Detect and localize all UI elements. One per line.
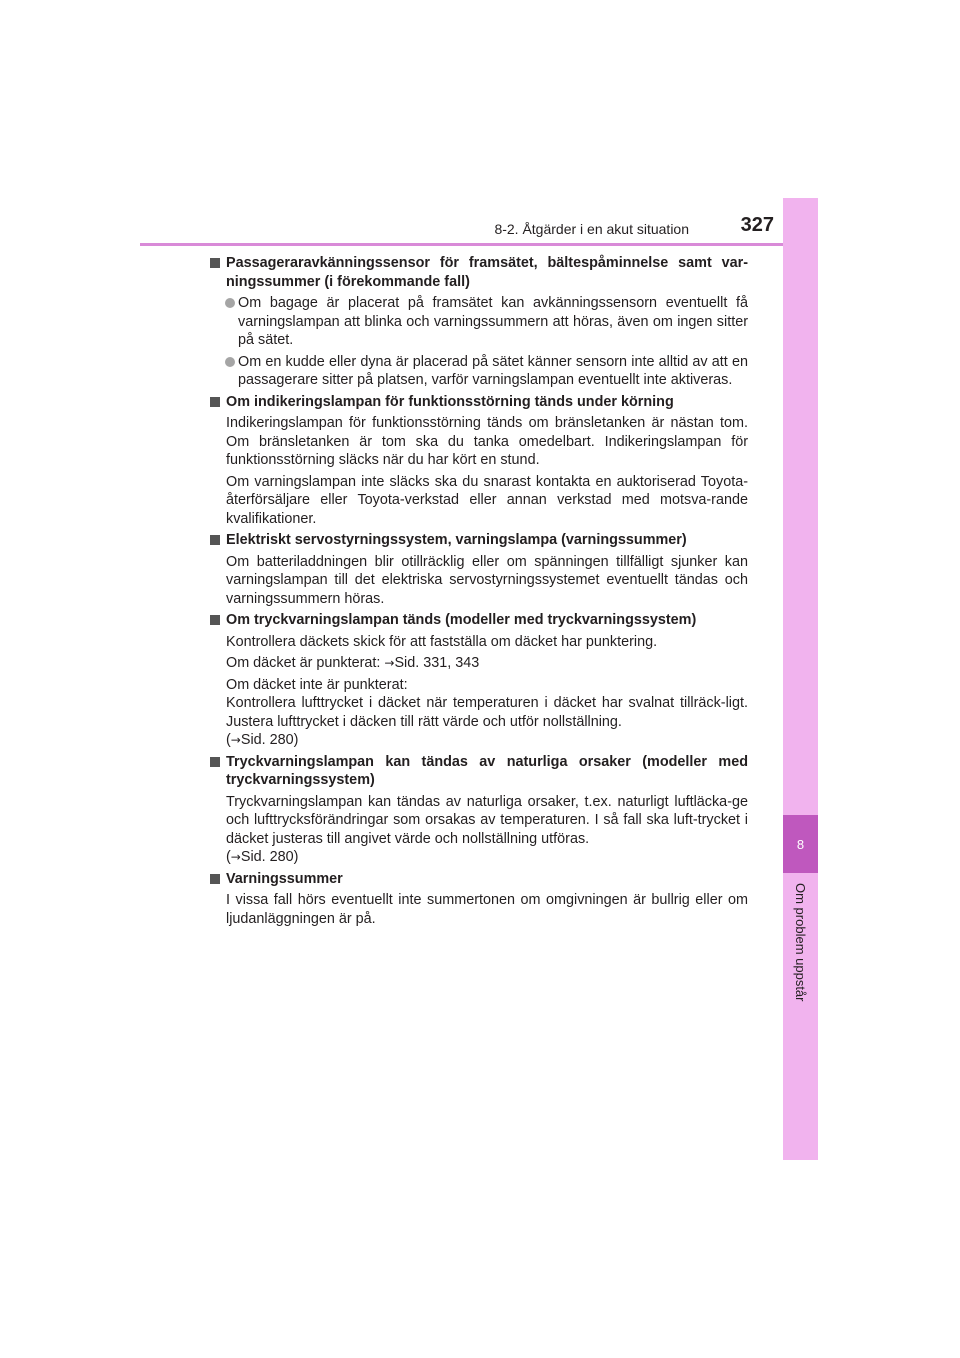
section-heading: Om indikeringslampan för funktionsstörning tänds under körning [226, 393, 674, 410]
page-number: 327 [740, 214, 774, 236]
section-heading: Om tryckvarningslampan tänds (modeller med tryckvarningssystem) [226, 612, 697, 628]
reference-paren: ( [226, 849, 231, 865]
paragraph: Om varningslampan inte släcks ska du snarast kontakta en auktoriserad Toyota-återförsäljare eller Toyota-verkstad eller annan verkstad med motsva-rande kvalifikationer. [226, 473, 748, 527]
section-malfunction-lamp [210, 393, 748, 529]
page-reference[interactable]: Sid. 280) [240, 732, 299, 748]
circle-bullet-icon [225, 357, 235, 367]
section-passenger-sensor [210, 254, 748, 390]
square-bullet-icon [210, 535, 220, 545]
section-power-steering [210, 531, 748, 608]
paragraph: Indikeringslampan för funktionsstörning tänds om bränsletanken är nästan tom. Om bränsletanken är tom ska du tanka omedelbart. Indikeringslampan för funktionsstörning släcks när du har kört en stund. [226, 415, 748, 468]
arrow-right-icon: → [384, 656, 395, 670]
main-content [210, 254, 748, 928]
paragraph-text: Tryckvarningslampan kan tändas av naturliga orsaker, t.ex. naturligt luftläcka-ge och lufttrycksförändringar som orsakas av temperaturen. I så fall ska luft-trycket i däcket justeras till angivet värde och nollställning utföras. [226, 793, 748, 847]
paragraph [226, 793, 748, 867]
arrow-right-icon: → [230, 733, 241, 747]
paragraph [226, 654, 748, 673]
chapter-title: Om problem uppstår [793, 883, 808, 1002]
list-item [226, 353, 748, 390]
paragraph: Kontrollera däckets skick för att fastställa om däcket har punktering. [226, 633, 658, 650]
square-bullet-icon [210, 615, 220, 625]
chapter-number: 8 [796, 836, 805, 852]
header-section-title: 8-2. Åtgärder i en akut situation [494, 221, 689, 237]
bullet-text: Om bagage är placerat på framsätet kan avkänningssensorn eventuellt få varningslampan att blinka och varningssummern att höras, även om ingen sitter på sätet. [238, 295, 748, 348]
bullet-text: Om en kudde eller dyna är placerad på sätet känner sensorn inte alltid av att en passagerare sitter på platsen, varför varningslampan eventuellt inte aktiveras. [238, 353, 748, 388]
section-heading: Varningssummer [226, 870, 343, 887]
section-natural-causes [210, 753, 748, 867]
section-heading: Tryckvarningslampan kan tändas av naturliga orsaker (modeller med tryckvarningssystem) [226, 753, 748, 788]
paragraph-text: Om däcket är punkterat: [226, 655, 385, 671]
list-item [226, 294, 748, 350]
chapter-number-box [783, 815, 818, 873]
square-bullet-icon [210, 258, 220, 268]
square-bullet-icon [210, 757, 220, 767]
paragraph: Om batteriladdningen blir otillräcklig eller om spänningen tillfälligt sjunker kan varningslampan till det elektriska servostyrningssystemet eventuellt tändas och varningssummern höras. [226, 553, 748, 607]
page-reference[interactable]: Sid. 331, 343 [394, 655, 480, 671]
section-heading: Passageraravkänningssensor för framsätet, bältespåminnelse samt var-ningssummer (i förekommande fall) [226, 255, 748, 290]
section-tire-pressure-lamp [210, 611, 748, 750]
chapter-side-tab [783, 198, 818, 1160]
paragraph [226, 676, 748, 750]
circle-bullet-icon [225, 298, 235, 308]
paragraph: I vissa fall hörs eventuellt inte summertonen om omgivningen är bullrig eller om ljudanläggningen är på. [226, 892, 748, 927]
square-bullet-icon [210, 397, 220, 407]
arrow-right-icon: → [230, 850, 241, 864]
reference-paren: ( [226, 732, 231, 748]
square-bullet-icon [210, 874, 220, 884]
paragraph-text: Om däcket inte är punkterat: Kontrollera lufttrycket i däcket när temperaturen i däcket har svalnat tillräck-ligt. Justera lufttrycket i däcken till rätt värde och utför nollställning. [226, 676, 748, 730]
header-divider [140, 243, 818, 246]
page-reference[interactable]: Sid. 280) [240, 849, 299, 865]
section-heading: Elektriskt servostyrningssystem, varningslampa (varningssummer) [226, 532, 687, 548]
section-warning-buzzer [210, 870, 748, 929]
